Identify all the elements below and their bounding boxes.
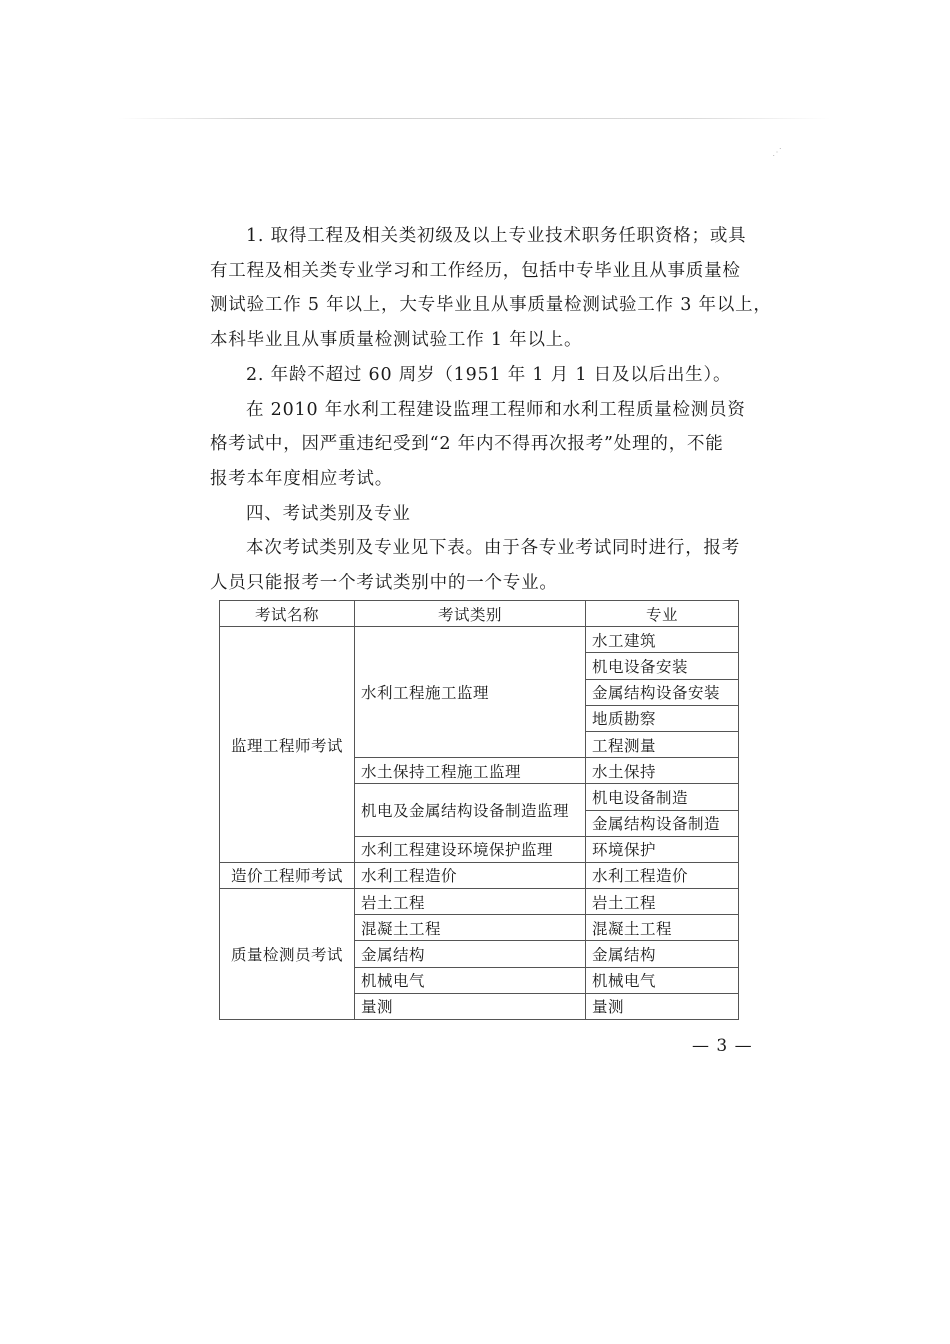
text-line: 在 2010 年水利工程建设监理工程师和水利工程质量检测员资 xyxy=(246,399,746,420)
specialty-cell: 岩土工程 xyxy=(586,889,739,915)
header-specialty: 专业 xyxy=(586,601,739,627)
specialty-cell: 金属结构设备制造 xyxy=(586,810,739,836)
exam-category-cell: 水土保持工程施工监理 xyxy=(355,758,586,784)
exam-table xyxy=(219,600,739,1020)
text-line: 四、考试类别及专业 xyxy=(246,503,411,524)
header-exam-name: 考试名称 xyxy=(220,601,355,627)
specialty-cell: 金属结构 xyxy=(586,941,739,967)
exam-category-cell: 量测 xyxy=(355,993,586,1019)
paragraph-qualification xyxy=(210,219,772,358)
section-heading xyxy=(210,497,755,532)
exam-category-cell: 水利工程建设环境保护监理 xyxy=(355,836,586,862)
paragraph-age xyxy=(210,358,755,393)
specialty-cell: 混凝土工程 xyxy=(586,915,739,941)
exam-category-cell: 水利工程施工监理 xyxy=(355,627,586,758)
header-exam-category: 考试类别 xyxy=(355,601,586,627)
specialty-cell: 水土保持 xyxy=(586,758,739,784)
exam-category-cell: 机电及金属结构设备制造监理 xyxy=(355,784,586,836)
specialty-cell: 环境保护 xyxy=(586,836,739,862)
exam-name-cell: 监理工程师考试 xyxy=(220,627,355,863)
text-line: 1. 取得工程及相关类初级及以上专业技术职务任职资格；或具 xyxy=(246,226,747,246)
scan-speck: ⋰ xyxy=(772,147,782,158)
exam-name-cell: 质量检测员考试 xyxy=(220,889,355,1020)
table-row xyxy=(220,889,739,915)
specialty-cell: 机电设备制造 xyxy=(586,784,739,810)
text-line: 报考本年度相应考试。 xyxy=(210,468,393,489)
table-header-row xyxy=(220,601,739,627)
exam-category-cell: 岩土工程 xyxy=(355,889,586,915)
text-line: 有工程及相关类专业学习和工作经历，包括中专毕业且从事质量检 xyxy=(210,260,741,281)
paragraph-intro-table xyxy=(210,531,755,600)
exam-category-cell: 金属结构 xyxy=(355,941,586,967)
paragraph-violation xyxy=(210,393,755,497)
text-line: 格考试中，因严重违纪受到“2 年内不得再次报考”处理的，不能 xyxy=(210,434,724,455)
page-number: — 3 — xyxy=(692,1036,753,1056)
document-body xyxy=(210,219,772,601)
specialty-cell: 水工建筑 xyxy=(586,627,739,653)
text-line: 测试验工作 5 年以上，大专毕业且从事质量检测试验工作 3 年以上， xyxy=(210,295,772,316)
text-line: 2. 年龄不超过 60 周岁（1951 年 1 月 1 日及以后出生）。 xyxy=(246,364,732,385)
specialty-cell: 工程测量 xyxy=(586,731,739,757)
exam-name-cell: 造价工程师考试 xyxy=(220,862,355,888)
specialty-cell: 水利工程造价 xyxy=(586,862,739,888)
specialty-cell: 金属结构设备安装 xyxy=(586,679,739,705)
exam-category-cell: 混凝土工程 xyxy=(355,915,586,941)
text-line: 人员只能报考一个考试类别中的一个专业。 xyxy=(210,573,558,594)
exam-category-cell: 机械电气 xyxy=(355,967,586,993)
specialty-cell: 量测 xyxy=(586,993,739,1019)
specialty-cell: 机电设备安装 xyxy=(586,653,739,679)
table-row xyxy=(220,627,739,653)
specialty-cell: 机械电气 xyxy=(586,967,739,993)
page-top-edge xyxy=(118,118,830,119)
specialty-cell: 地质勘察 xyxy=(586,705,739,731)
table-row xyxy=(220,862,739,888)
text-line: 本次考试类别及专业见下表。由于各专业考试同时进行，报考 xyxy=(246,538,741,559)
text-line: 本科毕业且从事质量检测试验工作 1 年以上。 xyxy=(210,330,583,351)
exam-category-cell: 水利工程造价 xyxy=(355,862,586,888)
